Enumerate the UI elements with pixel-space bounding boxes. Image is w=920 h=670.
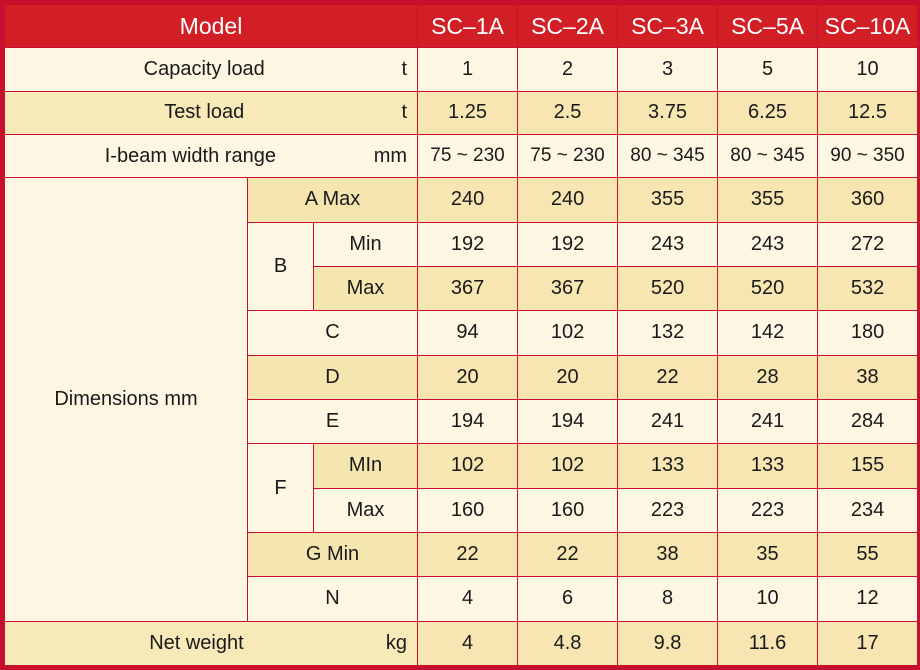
cell-value: 22 bbox=[618, 355, 718, 399]
cell-value: 160 bbox=[418, 488, 518, 532]
cell-value: 2.5 bbox=[518, 91, 618, 134]
header-model-4: SC–5A bbox=[718, 5, 818, 48]
cell-value: 94 bbox=[418, 311, 518, 355]
cell-value: 223 bbox=[718, 488, 818, 532]
cell-value: 240 bbox=[418, 178, 518, 222]
table-row bbox=[5, 48, 918, 91]
cell-value: 80 ~ 345 bbox=[718, 134, 818, 177]
cell-value: 1 bbox=[418, 48, 518, 91]
cell-value: 55 bbox=[818, 532, 918, 576]
cell-value: 20 bbox=[418, 355, 518, 399]
cell-value: 102 bbox=[418, 444, 518, 488]
cell-value: 241 bbox=[618, 399, 718, 443]
dimension-sub-label-b-min: Min bbox=[314, 222, 418, 266]
dimension-sub-label-f-max: Max bbox=[314, 488, 418, 532]
cell-value: 9.8 bbox=[618, 621, 718, 665]
dimension-sub-label-b-max: Max bbox=[314, 266, 418, 310]
ibeam-width-text: I-beam width range bbox=[104, 144, 276, 167]
cell-value: 133 bbox=[718, 444, 818, 488]
cell-value: 194 bbox=[518, 399, 618, 443]
cell-value: 133 bbox=[618, 444, 718, 488]
dimension-sub-label-e: E bbox=[248, 399, 418, 443]
header-model-1: SC–1A bbox=[418, 5, 518, 48]
dimension-sub-label-c: C bbox=[248, 311, 418, 355]
header-model-3: SC–3A bbox=[618, 5, 718, 48]
cell-value: 243 bbox=[718, 222, 818, 266]
dimension-sub-label-d: D bbox=[248, 355, 418, 399]
net-weight-text: Net weight bbox=[149, 631, 244, 654]
cell-value: 38 bbox=[618, 532, 718, 576]
cell-value: 160 bbox=[518, 488, 618, 532]
capacity-load-text: Capacity load bbox=[143, 57, 265, 80]
row-label-net-weight bbox=[5, 621, 418, 665]
cell-value: 240 bbox=[518, 178, 618, 222]
cell-value: 12.5 bbox=[818, 91, 918, 134]
cell-value: 80 ~ 345 bbox=[618, 134, 718, 177]
row-label-ibeam-width-range bbox=[5, 134, 418, 177]
table-row bbox=[5, 621, 918, 665]
cell-value: 223 bbox=[618, 488, 718, 532]
cell-value: 5 bbox=[718, 48, 818, 91]
cell-value: 360 bbox=[818, 178, 918, 222]
cell-value: 155 bbox=[818, 444, 918, 488]
row-label-test-load bbox=[5, 91, 418, 134]
dimension-sub-label-a-max: A Max bbox=[248, 178, 418, 222]
cell-value: 192 bbox=[518, 222, 618, 266]
row-label-dimensions: Dimensions mm bbox=[5, 178, 248, 621]
table-row bbox=[5, 178, 918, 222]
cell-value: 284 bbox=[818, 399, 918, 443]
cell-value: 8 bbox=[618, 577, 718, 621]
cell-value: 4 bbox=[418, 621, 518, 665]
cell-value: 2 bbox=[518, 48, 618, 91]
cell-value: 75 ~ 230 bbox=[418, 134, 518, 177]
cell-value: 6 bbox=[518, 577, 618, 621]
cell-value: 20 bbox=[518, 355, 618, 399]
cell-value: 194 bbox=[418, 399, 518, 443]
cell-value: 10 bbox=[718, 577, 818, 621]
cell-value: 355 bbox=[718, 178, 818, 222]
cell-value: 367 bbox=[518, 266, 618, 310]
cell-value: 35 bbox=[718, 532, 818, 576]
cell-value: 520 bbox=[618, 266, 718, 310]
cell-value: 6.25 bbox=[718, 91, 818, 134]
header-model-5: SC–10A bbox=[818, 5, 918, 48]
test-load-unit: t bbox=[401, 101, 408, 124]
header-model-label: Model bbox=[5, 5, 418, 48]
table-row bbox=[5, 91, 918, 134]
dimension-sub-label-n: N bbox=[248, 577, 418, 621]
cell-value: 90 ~ 350 bbox=[818, 134, 918, 177]
specification-table bbox=[4, 4, 918, 666]
cell-value: 3.75 bbox=[618, 91, 718, 134]
dimension-group-f: F bbox=[248, 444, 314, 533]
cell-value: 520 bbox=[718, 266, 818, 310]
cell-value: 243 bbox=[618, 222, 718, 266]
ibeam-width-unit: mm bbox=[373, 144, 408, 167]
cell-value: 38 bbox=[818, 355, 918, 399]
cell-value: 28 bbox=[718, 355, 818, 399]
cell-value: 3 bbox=[618, 48, 718, 91]
cell-value: 12 bbox=[818, 577, 918, 621]
cell-value: 22 bbox=[518, 532, 618, 576]
cell-value: 132 bbox=[618, 311, 718, 355]
cell-value: 102 bbox=[518, 444, 618, 488]
row-label-capacity-load bbox=[5, 48, 418, 91]
test-load-text: Test load bbox=[164, 101, 245, 124]
cell-value: 180 bbox=[818, 311, 918, 355]
cell-value: 102 bbox=[518, 311, 618, 355]
cell-value: 355 bbox=[618, 178, 718, 222]
dimension-group-b: B bbox=[248, 222, 314, 311]
table-row bbox=[5, 134, 918, 177]
dimension-sub-label-g-min: G Min bbox=[248, 532, 418, 576]
cell-value: 367 bbox=[418, 266, 518, 310]
cell-value: 17 bbox=[818, 621, 918, 665]
cell-value: 22 bbox=[418, 532, 518, 576]
cell-value: 75 ~ 230 bbox=[518, 134, 618, 177]
cell-value: 1.25 bbox=[418, 91, 518, 134]
cell-value: 4.8 bbox=[518, 621, 618, 665]
cell-value: 272 bbox=[818, 222, 918, 266]
cell-value: 142 bbox=[718, 311, 818, 355]
table-header-row bbox=[5, 5, 918, 48]
cell-value: 10 bbox=[818, 48, 918, 91]
cell-value: 241 bbox=[718, 399, 818, 443]
cell-value: 532 bbox=[818, 266, 918, 310]
cell-value: 234 bbox=[818, 488, 918, 532]
cell-value: 192 bbox=[418, 222, 518, 266]
header-model-2: SC–2A bbox=[518, 5, 618, 48]
cell-value: 4 bbox=[418, 577, 518, 621]
cell-value: 11.6 bbox=[718, 621, 818, 665]
dimension-sub-label-f-min: MIn bbox=[314, 444, 418, 488]
net-weight-unit: kg bbox=[385, 631, 408, 654]
capacity-load-unit: t bbox=[401, 57, 408, 80]
